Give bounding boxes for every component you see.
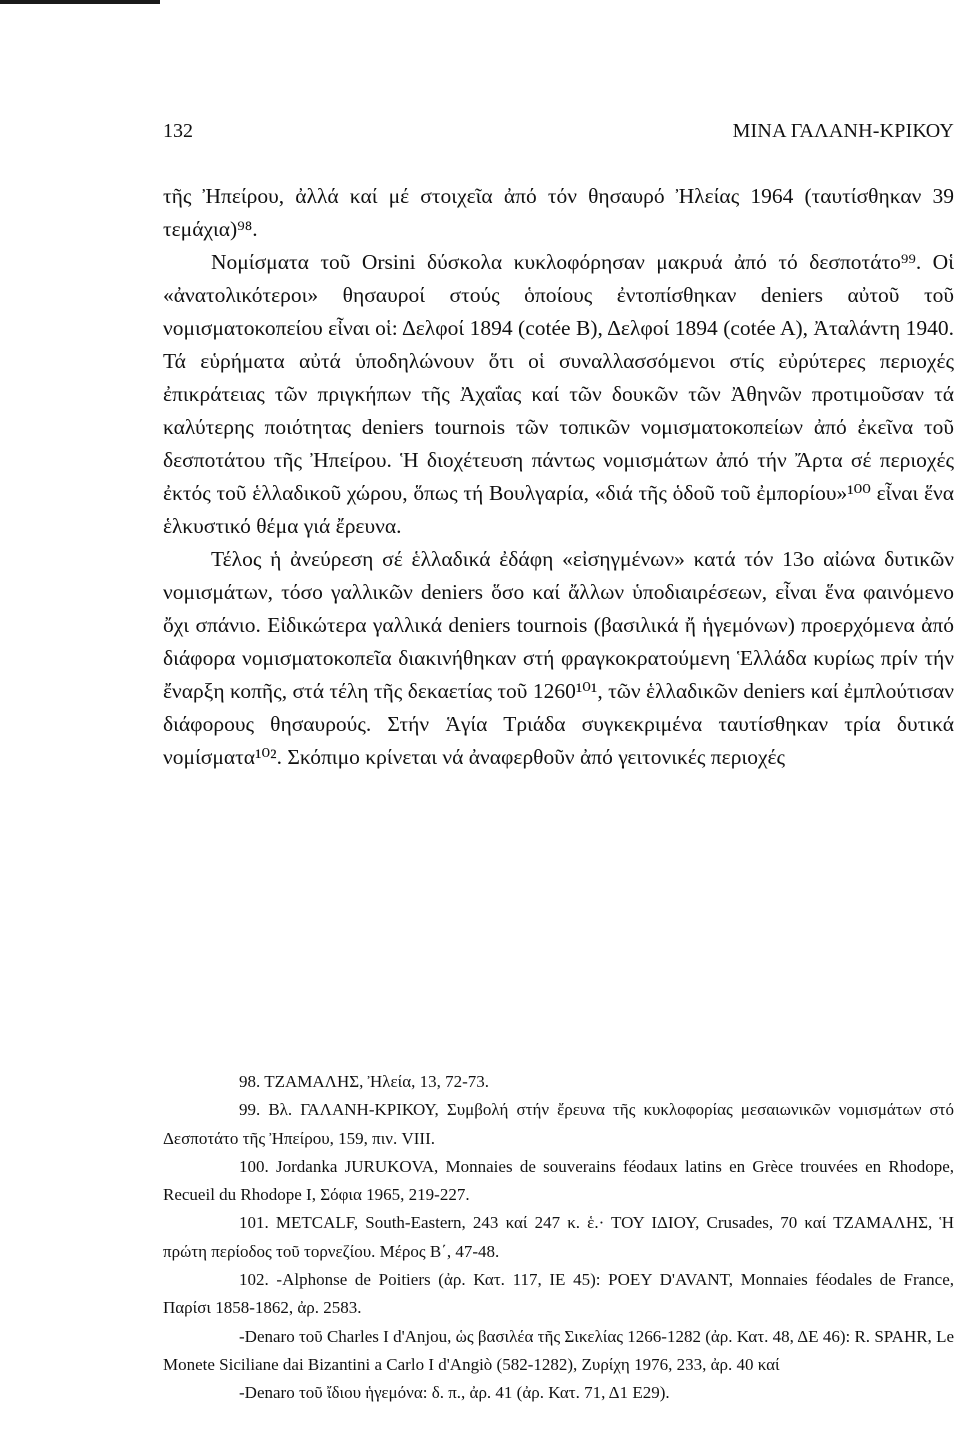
running-head: ΜΙΝΑ ΓΑΛΑΝΗ-ΚΡΙΚΟΥ [732,120,954,142]
footnote: 100. Jordanka JURUKOVA, Monnaies de souverains féodaux latins en Grèce trouvées en Rhodope, Recueil du Rhodope I, Σόφια 1965, 219-227. [163,1156,954,1205]
footnote: 102. -Alphonse de Poitiers (ἀρ. Κατ. 117, ΙΕ 45): POEY D'AVANT, Monnaies féodales de France, Παρίσι 1858-1862, ἀρ. 2583. [163,1270,954,1318]
page-number: 132 [163,120,193,142]
body-text [163,180,954,774]
footnote: 99. Βλ. ΓΑΛΑΝΗ-ΚΡΙΚΟΥ, Συμβολή στήν ἔρευνα τῆς κυκλοφορίας μεσαιωνικῶν νομισμάτων στό Δεσποτάτο τῆς Ἠπείρου, 159, πιν. VIII. [163,1100,954,1148]
footnote-continuation: -Denaro τοῦ ἴδιου ἡγεμόνα: δ. π., ἀρ. 41 (ἀρ. Κατ. 71, Δ1 Ε29). [239,1383,670,1403]
footnotes [163,1068,954,1408]
paragraph: Νομίσματα τοῦ Orsini δύσκολα κυκλοφόρησαν μακρυά ἀπό τό δεσποτάτο⁹⁹. Οἱ «ἀνατολικότεροι» θησαυροί στούς ὁποίους ἐντοπίσθηκαν deniers αὐτοῦ τοῦ νομισματοκοπείου εἶναι οἱ: Δελφοί 1894 (cotée B), Δελφοί 1894 (cotée A), Ἀταλάντη 1940. Τά εὑρήματα αὐτά ὑποδηλώνουν ὅτι οἱ συναλλασσόμενοι στίς εὐρύτερες περιοχές ἐπικράτειας τῶν πριγκήπων τῆς Ἀχαΐας καί τῶν δουκῶν τῶν Ἀθηνῶν προτιμοῦσαν τά καλύτερης ποιότητας deniers tournois τῶν τοπικῶν νομισματοκοπείων ἀπό ἐκεῖνα τοῦ δεσποτάτου τῆς Ἠπείρου. Ἡ διοχέτευση πάντως νομισμάτων ἀπό τήν Ἄρτα σέ περιοχές ἐκτός τοῦ ἑλλαδικοῦ χώρου, ὅπως τή Βουλγαρία, «διά τῆς ὁδοῦ τοῦ ἐμπορίου»¹⁰⁰ εἶναι ἕνα ἑλκυστικό θέμα γιά ἔρευνα. [163,250,954,538]
page-header [163,120,954,150]
footnote: 98. ΤΖΑΜΑΛΗΣ, Ἠλεία, 13, 72-73. [239,1072,490,1091]
paragraph: τῆς Ἠπείρου, ἀλλά καί μέ στοιχεῖα ἀπό τόν θησαυρό Ἠλείας 1964 (ταυτίσθηκαν 39 τεμάχια)⁹⁸. [163,184,954,241]
paragraph: Τέλος ἡ ἀνεύρεση σέ ἑλλαδικά ἐδάφη «εἰσηγμένων» κατά τόν 13ο αἰώνα δυτικῶν νομισμάτων, τόσο γαλλικῶν deniers ὅσο καί ἄλλων ὑποδιαιρέσεων, εἶναι ἕνα φαινόμενο ὄχι σπάνιο. Εἰδικώτερα γαλλικά deniers tournois (βασιλικά ἤ ἡγεμόνων) προερχόμενα ἀπό διάφορα νομισματοκοπεῖα διακινήθηκαν στή φραγκοκρατούμενη Ἑλλάδα κυρίως πρίν τήν ἔναρξη κοπῆς, στά τέλη τῆς δεκαετίας τοῦ 1260¹⁰¹, τῶν ἑλλαδικῶν deniers καί ἐμπλούτισαν διάφορους θησαυρούς. Στήν Ἁγία Τριάδα συγκεκριμένα ταυτίσθηκαν τρία δυτικά νομίσματα¹⁰². Σκόπιμο κρίνεται νά ἀναφερθοῦν ἀπό γειτονικές περιοχές [163,547,954,769]
footnote-continuation: -Denaro τοῦ Charles I d'Anjou, ὡς βασιλέα τῆς Σικελίας 1266-1282 (ἀρ. Κατ. 48, ΔΕ 46): R. SPAHR, Le Monete Siciliane dai Bizantini a Carlo I d'Angiò (582-1282), Ζυρίχη 1976, 233, ἀρ. 40 καί [163,1326,954,1374]
top-rule [0,0,160,4]
footnote: 101. METCALF, South-Eastern, 243 καί 247 κ. ἑ.· ΤΟΥ ΙΔΙΟΥ, Crusades, 70 καί ΤΖΑΜΑΛΗΣ, Ἡ πρώτη περίοδος τοῦ τορνεζίου. Μέρος Β΄, 47-48. [163,1213,954,1261]
